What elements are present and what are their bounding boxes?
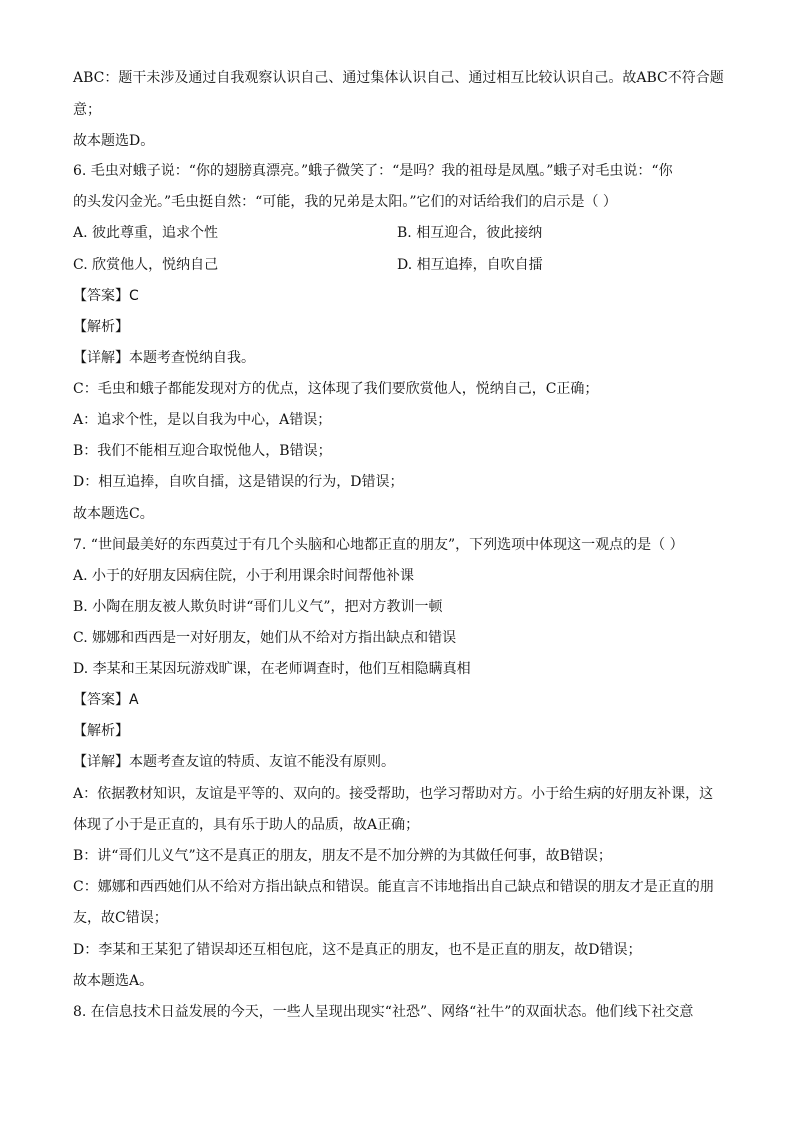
detail-text: 【详解】本题考查悦纳自我。 [73, 350, 255, 366]
text-line: D：李某和王某犯了错误却还互相包庇，这不是真正的朋友，也不是正直的朋友，故D错误； [73, 942, 642, 958]
text-line: C：毛虫和蛾子都能发现对方的优点，这体现了我们要欣赏他人，悦纳自己，C正确； [73, 381, 599, 397]
text-line: B：讲“哥们儿义气”这不是真正的朋友，朋友不是不加分辨的为其做任何事，故B错误； [73, 848, 612, 864]
text-line: C：娜娜和西西她们从不给对方指出缺点和错误。能直言不讳地指出自己缺点和错误的朋友才是正直的朋 [73, 879, 714, 895]
option-c: C. 娜娜和西西是一对好朋友，她们从不给对方指出缺点和错误 [73, 630, 457, 646]
text-line: 意； [73, 102, 101, 118]
text-line: D：相互追捧，自吹自擂，这是错误的行为，D错误； [73, 474, 404, 490]
text-line: A：依据教材知识，友谊是平等的、双向的。接受帮助，也学习帮助对方。小于给生病的好朋友补课，这 [73, 786, 714, 802]
analysis-label: 【解析】 [73, 319, 129, 335]
detail-text: 【详解】本题考查友谊的特质、友谊不能没有原则。 [73, 754, 395, 770]
text-line: 体现了小于是正直的，具有乐于助人的品质，故A正确； [73, 817, 420, 833]
text-line: 故本题选C。 [73, 506, 154, 522]
question-6-stem: 6. 毛虫对蛾子说：“你的翅膀真漂亮。”蛾子微笑了：“是吗？我的祖母是凤凰。”蛾子对毛虫说：“你 [73, 163, 673, 179]
option-a: A. 小于的好朋友因病住院，小于利用课余时间帮他补课 [73, 568, 415, 584]
question-8-stem: 8. 在信息技术日益发展的今天，一些人呈现出现实“社恐”、网络“社牛”的双面状态。他们线下社交意 [73, 1004, 694, 1020]
analysis-label: 【解析】 [73, 723, 129, 739]
text-line: 故本题选D。 [73, 133, 155, 149]
option-c: C. 欣赏他人，悦纳自己 [73, 257, 219, 273]
question-6-stem: 的头发闪金光。”毛虫挺自然：“可能，我的兄弟是太阳。”它们的对话给我们的启示是（ ） [73, 194, 617, 210]
text-line: A：追求个性，是以自我为中心，A错误； [73, 412, 332, 428]
text-line: 友，故C错误； [73, 910, 168, 926]
option-d: D. 相互追捧，自吹自擂 [397, 257, 543, 273]
option-a: A. 彼此尊重，追求个性 [73, 225, 219, 241]
text-line: ABC：题干未涉及通过自我观察认识自己、通过集体认识自己、通过相互比较认识自己。故ABC不符合题 [73, 70, 724, 86]
question-7-stem: 7. “世间最美好的东西莫过于有几个头脑和心地都正直的朋友”，下列选项中体现这一观点的是（ ） [73, 537, 684, 553]
answer-label: 【答案】A [73, 692, 139, 708]
answer-label: 【答案】C [73, 288, 139, 304]
text-line: 故本题选A。 [73, 973, 154, 989]
text-line: B：我们不能相互迎合取悦他人，B错误； [73, 443, 332, 459]
option-b: B. 小陶在朋友被人欺负时讲“哥们儿义气”，把对方教训一顿 [73, 599, 443, 615]
option-d: D. 李某和王某因玩游戏旷课，在老师调查时，他们互相隐瞒真相 [73, 661, 471, 677]
option-b: B. 相互迎合，彼此接纳 [397, 225, 543, 241]
